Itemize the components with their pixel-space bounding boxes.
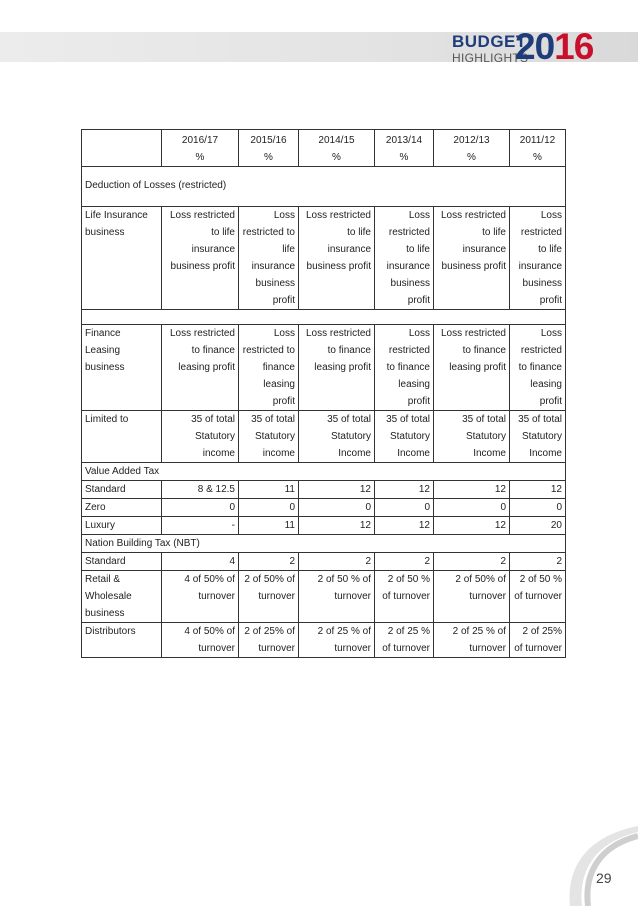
table-cell: 35 of total Statutory Income [510,411,566,463]
section-title-vat: Value Added Tax [82,463,566,481]
page-number: 29 [596,870,612,886]
row-label-vat-standard: Standard [82,481,162,499]
table-cell: 12 [299,517,375,535]
table-cell: 4 [162,553,239,571]
table-cell: Loss restricted to finance leasing profit [239,325,299,411]
logo-year [515,26,593,68]
table-cell: 35 of total Statutory Income [434,411,510,463]
table-cell: 12 [510,481,566,499]
row-label-distributors: Distributors [82,623,162,658]
table-cell: 4 of 50% of turnover [162,571,239,623]
header-2011-12: 2011/12 % [510,130,566,167]
table-cell: Loss restricted to finance leasing profit [434,325,510,411]
table-row-vat-standard [82,481,566,499]
table-row-nbt-standard [82,553,566,571]
table-cell: 0 [510,499,566,517]
table-cell: 0 [434,499,510,517]
table-cell: 0 [299,499,375,517]
section-row-losses [82,167,566,207]
corner-decoration [548,826,638,906]
table-cell: Loss restricted to life insurance business profit [299,207,375,310]
table-cell: - [162,517,239,535]
table-cell: 11 [239,517,299,535]
section-row-nbt [82,535,566,553]
table-cell: 12 [375,517,434,535]
row-label-finance-leasing: Finance Leasing business [82,325,162,411]
table-cell: 11 [239,481,299,499]
table-cell: Loss restricted to life insurance business profit [510,207,566,310]
table-row-limited-to [82,411,566,463]
table-cell: 4 of 50% of turnover [162,623,239,658]
header-2014-15: 2014/15 % [299,130,375,167]
table-cell: 20 [510,517,566,535]
logo-year-prefix: 20 [515,26,555,67]
table-cell: 2 [299,553,375,571]
table-cell: 2 of 25 % of turnover [375,623,434,658]
table-row-life-insurance [82,207,566,310]
table-cell: 2 of 50% of turnover [239,571,299,623]
header-2015-16: 2015/16 % [239,130,299,167]
section-row-vat [82,463,566,481]
row-label-vat-luxury: Luxury [82,517,162,535]
table-row-nbt-retail-wholesale [82,571,566,623]
table-cell: 0 [239,499,299,517]
table-row-nbt-distributors [82,623,566,658]
table-cell: 2 [510,553,566,571]
table-cell: 2 of 50 % of turnover [375,571,434,623]
row-label-vat-zero: Zero [82,499,162,517]
table-cell: 0 [162,499,239,517]
table-cell: 2 [434,553,510,571]
table-cell: Loss restricted to finance leasing profit [510,325,566,411]
tax-rates-table [81,129,566,658]
table-row-vat-zero [82,499,566,517]
table-cell: 2 [239,553,299,571]
table-cell: 35 of total Statutory Income [375,411,434,463]
table-cell: 12 [434,517,510,535]
table-cell: Loss restricted to life insurance business profit [162,207,239,310]
table-cell: Loss restricted to life insurance business profit [239,207,299,310]
logo-budget-text: BUDGET [452,32,527,51]
table-cell: Loss restricted to finance leasing profit [299,325,375,411]
table-cell: Loss restricted to finance leasing profit [375,325,434,411]
logo-year-suffix: 16 [554,26,594,67]
header-2012-13: 2012/13 % [434,130,510,167]
logo-highlights-text: HIGHLIGHTS [452,51,529,65]
row-label-nbt-standard: Standard [82,553,162,571]
table-cell: 2 of 25% of turnover [239,623,299,658]
table-cell: Loss restricted to life insurance business profit [375,207,434,310]
table-cell: 8 & 12.5 [162,481,239,499]
table-row-finance-leasing [82,325,566,411]
table-cell: 0 [375,499,434,517]
row-label-life-insurance: Life Insurance business [82,207,162,310]
table-cell: 2 of 25 % of turnover [299,623,375,658]
row-label-limited-to: Limited to [82,411,162,463]
table-cell: 12 [434,481,510,499]
header-row [82,130,566,167]
header-empty-cell [82,130,162,167]
spacer-row [82,310,566,325]
table-cell: 12 [375,481,434,499]
table-cell: Loss restricted to life insurance business profit [434,207,510,310]
table-cell: 2 [375,553,434,571]
table-cell: 35 of total Statutory Income [299,411,375,463]
header-2013-14: 2013/14 % [375,130,434,167]
table-cell: 2 of 50% of turnover [434,571,510,623]
header-2016-17: 2016/17 % [162,130,239,167]
section-title-losses: Deduction of Losses (restricted) [82,167,566,207]
budget-highlights-logo [452,26,602,70]
table-cell: 2 of 25% of turnover [510,623,566,658]
table-cell: 2 of 50 % of turnover [299,571,375,623]
table-cell: Loss restricted to finance leasing profit [162,325,239,411]
table-cell: 2 of 50 % of turnover [510,571,566,623]
table-cell: 35 of total Statutory income [162,411,239,463]
table-cell: 2 of 25 % of turnover [434,623,510,658]
spacer-cell [82,310,566,325]
table-cell: 35 of total Statutory income [239,411,299,463]
table-cell: 12 [299,481,375,499]
row-label-retail-wholesale: Retail & Wholesale business [82,571,162,623]
section-title-nbt: Nation Building Tax (NBT) [82,535,566,553]
table-row-vat-luxury [82,517,566,535]
